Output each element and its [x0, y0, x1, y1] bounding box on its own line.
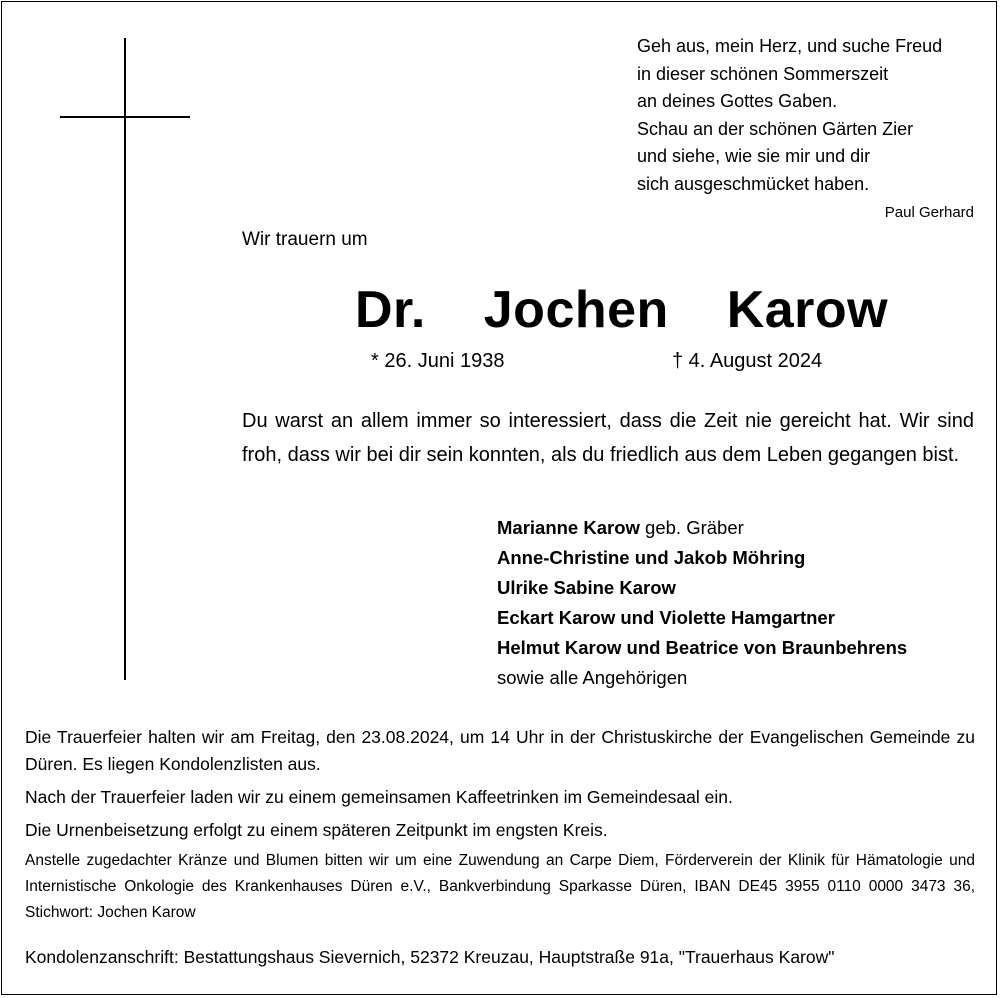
family-member-name: Ulrike Sabine Karow [497, 577, 676, 598]
condolence-address: Kondolenzanschrift: Bestattungshaus Sievernich, 52372 Kreuzau, Hauptstraße 91a, "Trauerhaus Karow" [25, 947, 835, 967]
coffee-text: Nach der Trauerfeier laden wir zu einem gemeinsamen Kaffeetrinken im Gemeindesaal ein. [25, 787, 733, 807]
donation-text: Anstelle zugedachter Kränze und Blumen bitten wir um eine Zuwendung an Carpe Diem, Förderverein der Klinik für Hämatologie und Internistische Onkologie des Krankenhauses Düren e.V., Bankverbindung Sparkasse Düren, IBAN DE45 3955 0110 0000 3473 36, Stichwort: Jochen Karow [25, 852, 975, 921]
poem-line: sich ausgeschmücket haben. [637, 173, 870, 194]
poem [637, 33, 942, 198]
family-member [497, 573, 907, 603]
cross-vertical-bar [124, 38, 126, 680]
urn-text: Die Urnenbeisetzung erfolgt zu einem späteren Zeitpunkt im engsten Kreis. [25, 820, 608, 840]
deceased-name: Dr. Jochen Karow [355, 281, 889, 339]
family-relatives: sowie alle Angehörigen [497, 667, 688, 688]
family-member [497, 513, 907, 543]
family-member-name: Eckart Karow und Violette Hamgartner [497, 607, 835, 628]
tribute-text: Du warst an allem immer so interessiert, dass die Zeit nie gereicht hat. Wir sind froh, dass wir bei dir sein konnten, als du friedlich aus dem Leben gegangen bist. [242, 410, 974, 466]
death-date: † 4. August 2024 [672, 350, 823, 372]
family-member [497, 633, 907, 663]
poem-author: Paul Gerhard [884, 204, 974, 221]
family-member-name: Marianne Karow [497, 517, 640, 538]
poem-line: Schau an der schönen Gärten Zier [637, 118, 914, 139]
family-member-suffix: geb. Gräber [639, 517, 744, 538]
family-list [497, 513, 907, 693]
cross-horizontal-bar [60, 116, 190, 118]
poem-line: und siehe, wie sie mir und dir [637, 146, 871, 166]
birth-date: * 26. Juni 1938 [371, 350, 505, 372]
family-member [497, 603, 907, 633]
service-info [25, 724, 975, 844]
poem-line: Geh aus, mein Herz, und suche Freud [637, 36, 943, 56]
family-member-name: Helmut Karow und Beatrice von Braunbehrens [497, 637, 908, 658]
poem-line: an deines Gottes Gaben. [637, 91, 838, 111]
ceremony-text: Die Trauerfeier halten wir am Freitag, den 23.08.2024, um 14 Uhr in der Christuskirche der Evangelischen Gemeinde zu Düren. Es liegen Kondolenzlisten aus. [25, 727, 975, 774]
family-member [497, 543, 907, 573]
intro-text: Wir trauern um [242, 229, 368, 250]
family-member-name: Anne-Christine und Jakob Möhring [497, 547, 806, 568]
poem-line: in dieser schönen Sommerszeit [637, 63, 889, 84]
